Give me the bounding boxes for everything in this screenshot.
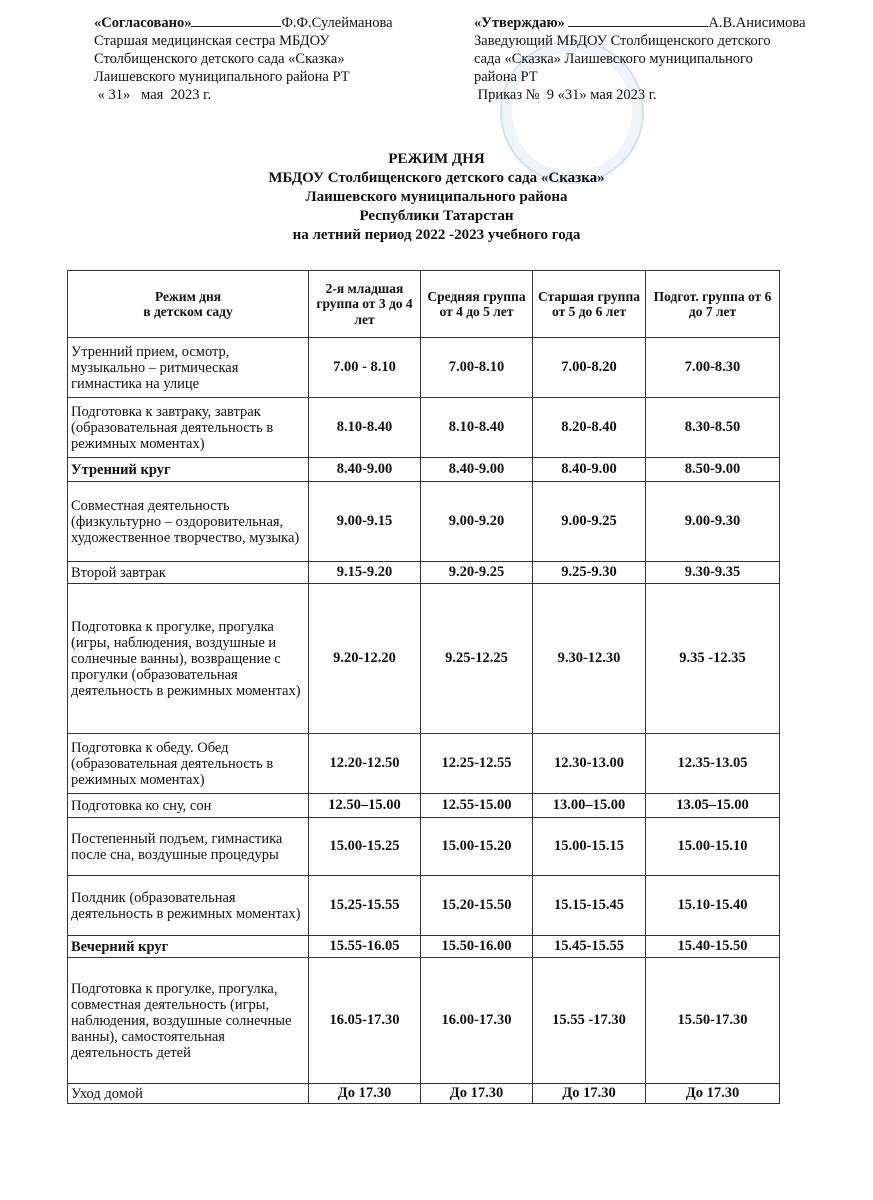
table-row: [68, 458, 780, 482]
table-row: [68, 398, 780, 458]
approved-line: сада «Сказка» Лаишевского муниципального: [474, 51, 753, 67]
time-cell: 15.50-16.00: [421, 936, 533, 958]
agreed-line: Столбищенского детского сада «Сказка»: [94, 51, 345, 67]
time-cell: 9.30-9.35: [646, 562, 780, 584]
time-cell: 15.00-15.10: [646, 818, 780, 876]
document-title: [0, 150, 873, 245]
approved-label: «Утверждаю»: [474, 15, 565, 31]
time-cell: 16.05-17.30: [309, 958, 421, 1084]
activity-cell: Утренний прием, осмотр, музыкально – ритмическая гимнастика на улице: [68, 338, 309, 398]
table-row: [68, 734, 780, 794]
time-cell: 9.20-9.25: [421, 562, 533, 584]
approved-name: А.В.Анисимова: [708, 15, 806, 31]
table-header-row: [68, 271, 780, 338]
title-line: на летний период 2022 -2023 учебного года: [292, 227, 581, 243]
activity-cell: Полдник (образовательная деятельность в режимных моментах): [68, 876, 309, 936]
signature-line: [568, 14, 708, 27]
time-cell: 15.55-16.05: [309, 936, 421, 958]
time-cell: 7.00-8.30: [646, 338, 780, 398]
agreed-line: Старшая медицинская сестра МБДОУ: [94, 33, 330, 49]
time-cell: 8.40-9.00: [309, 458, 421, 482]
signature-line: [191, 14, 281, 27]
time-cell: 9.15-9.20: [309, 562, 421, 584]
schedule-table: [67, 270, 780, 1104]
time-cell: 9.00-9.15: [309, 482, 421, 562]
agreed-name: Ф.Ф.Сулейманова: [281, 15, 393, 31]
time-cell: 16.00-17.30: [421, 958, 533, 1084]
time-cell: 9.30-12.30: [533, 584, 646, 734]
activity-cell: Совместная деятельность (физкультурно – оздоровительная, художественное творчество, музыка): [68, 482, 309, 562]
time-cell: 15.50-17.30: [646, 958, 780, 1084]
activity-cell: Подготовка к завтраку, завтрак (образовательная деятельность в режимных моментах): [68, 398, 309, 458]
activity-cell: Подготовка к прогулке, прогулка, совместная деятельность (игры, наблюдения, воздушные солнечные ванны), самостоятельная деятельность детей: [68, 958, 309, 1084]
activity-cell: Постепенный подъем, гимнастика после сна, воздушные процедуры: [68, 818, 309, 876]
agreed-line: Лаишевского муниципального района РТ: [94, 69, 350, 85]
time-cell: До 17.30: [309, 1084, 421, 1104]
time-cell: 12.35-13.05: [646, 734, 780, 794]
time-cell: 8.30-8.50: [646, 398, 780, 458]
time-cell: 12.25-12.55: [421, 734, 533, 794]
title-line: Лаишевского муниципального района: [305, 189, 568, 205]
approval-block-agreed: [94, 14, 424, 104]
time-cell: 9.00-9.30: [646, 482, 780, 562]
table-row: [68, 876, 780, 936]
column-header: Средняя группа от 4 до 5 лет: [421, 271, 533, 338]
time-cell: 15.40-15.50: [646, 936, 780, 958]
approved-line: Заведующий МБДОУ Столбищенского детского: [474, 33, 771, 49]
time-cell: 15.55 -17.30: [533, 958, 646, 1084]
time-cell: 9.25-12.25: [421, 584, 533, 734]
agreed-date: « 31» мая 2023 г.: [94, 87, 212, 103]
time-cell: 8.10-8.40: [421, 398, 533, 458]
title-line: Республики Татарстан: [359, 208, 514, 224]
time-cell: 13.00–15.00: [533, 794, 646, 818]
table-row: [68, 794, 780, 818]
time-cell: До 17.30: [646, 1084, 780, 1104]
time-cell: 8.50-9.00: [646, 458, 780, 482]
activity-cell: Уход домой: [68, 1084, 309, 1104]
activity-cell: Подготовка к прогулке, прогулка (игры, наблюдения, воздушные и солнечные ванны), возвращение с прогулки (образовательная деятельность в режимных моментах): [68, 584, 309, 734]
time-cell: 9.00-9.25: [533, 482, 646, 562]
table-row: [68, 818, 780, 876]
time-cell: 12.55-15.00: [421, 794, 533, 818]
time-cell: До 17.30: [533, 1084, 646, 1104]
approved-line: района РТ: [474, 69, 538, 85]
table-row: [68, 562, 780, 584]
table-row: [68, 1084, 780, 1104]
time-cell: 8.10-8.40: [309, 398, 421, 458]
time-cell: 9.20-12.20: [309, 584, 421, 734]
time-cell: 8.40-9.00: [421, 458, 533, 482]
approval-block-approved: [474, 14, 834, 104]
time-cell: 15.00-15.25: [309, 818, 421, 876]
activity-cell: Утренний круг: [68, 458, 309, 482]
time-cell: 15.45-15.55: [533, 936, 646, 958]
time-cell: 15.10-15.40: [646, 876, 780, 936]
time-cell: 12.50–15.00: [309, 794, 421, 818]
time-cell: 13.05–15.00: [646, 794, 780, 818]
time-cell: 8.20-8.40: [533, 398, 646, 458]
title-line: МБДОУ Столбищенского детского сада «Сказка»: [268, 170, 605, 186]
table-row: [68, 958, 780, 1084]
activity-cell: Вечерний круг: [68, 936, 309, 958]
activity-cell: Подготовка ко сну, сон: [68, 794, 309, 818]
time-cell: 15.25-15.55: [309, 876, 421, 936]
time-cell: 9.35 -12.35: [646, 584, 780, 734]
time-cell: 15.20-15.50: [421, 876, 533, 936]
table-row: [68, 584, 780, 734]
column-header: 2-я младшая группа от 3 до 4 лет: [309, 271, 421, 338]
time-cell: 15.00-15.20: [421, 818, 533, 876]
time-cell: 12.30-13.00: [533, 734, 646, 794]
time-cell: 9.00-9.20: [421, 482, 533, 562]
table-row: [68, 936, 780, 958]
column-header: Режим дня в детском саду: [68, 271, 309, 338]
activity-cell: Подготовка к обеду. Обед (образовательная деятельность в режимных моментах): [68, 734, 309, 794]
table-row: [68, 338, 780, 398]
activity-cell: Второй завтрак: [68, 562, 309, 584]
title-line: РЕЖИМ ДНЯ: [388, 151, 485, 167]
time-cell: 12.20-12.50: [309, 734, 421, 794]
time-cell: 9.25-9.30: [533, 562, 646, 584]
table-row: [68, 482, 780, 562]
time-cell: 15.00-15.15: [533, 818, 646, 876]
column-header: Подгот. группа от 6 до 7 лет: [646, 271, 780, 338]
time-cell: 7.00 - 8.10: [309, 338, 421, 398]
column-header: Старшая группа от 5 до 6 лет: [533, 271, 646, 338]
approved-order: Приказ № 9 «31» мая 2023 г.: [474, 87, 657, 103]
time-cell: 15.15-15.45: [533, 876, 646, 936]
agreed-label: «Согласовано»: [94, 15, 192, 31]
time-cell: 7.00-8.10: [421, 338, 533, 398]
time-cell: 7.00-8.20: [533, 338, 646, 398]
time-cell: До 17.30: [421, 1084, 533, 1104]
time-cell: 8.40-9.00: [533, 458, 646, 482]
